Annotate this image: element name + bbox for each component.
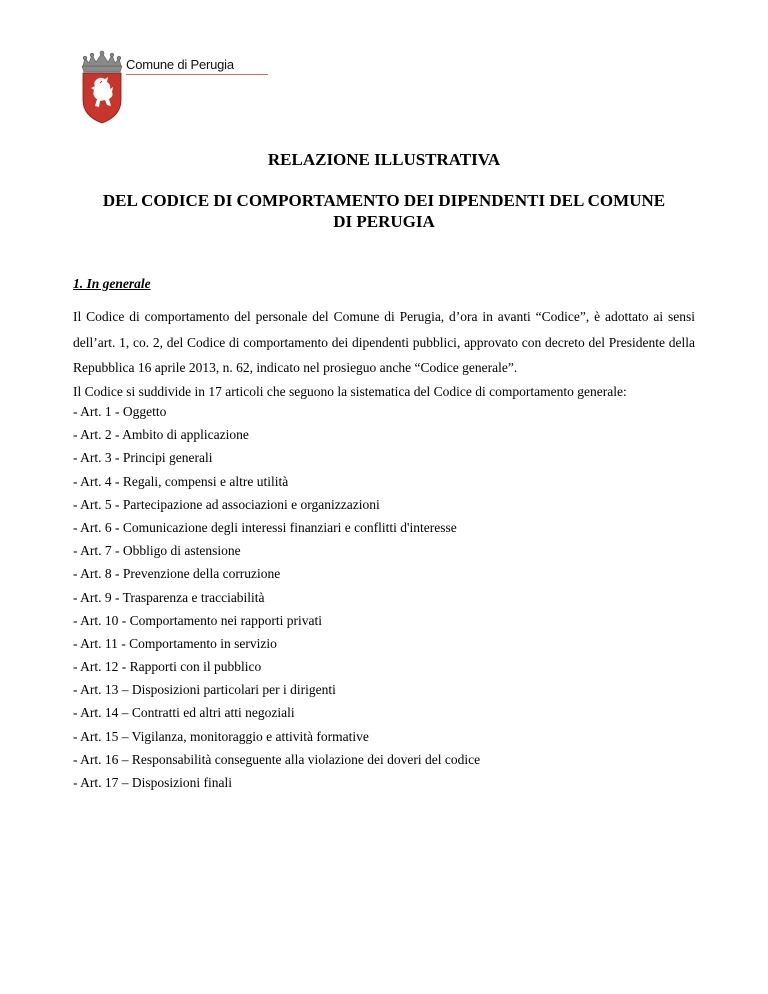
structure-paragraph: Il Codice si suddivide in 17 articoli che seguono la sistematica del Codice di comportamento generale:: [73, 384, 627, 399]
list-item: - Art. 7 - Obbligo di astensione: [73, 543, 241, 559]
list-item: - Art. 6 - Comunicazione degli interessi finanziari e conflitti d'interesse: [73, 519, 457, 535]
list-item: - Art. 13 – Disposizioni particolari per i dirigenti: [73, 682, 336, 698]
list-item: - Art. 17 – Disposizioni finali: [73, 775, 232, 790]
list-item: - Art. 11 - Comportamento in servizio: [73, 635, 277, 651]
list-item: - Art. 12 - Rapporti con il pubblico: [73, 659, 262, 675]
list-item: - Art. 10 - Comportamento nei rapporti privati: [73, 612, 322, 628]
list-item: - Art. 8 - Prevenzione della corruzione: [73, 566, 281, 582]
letterhead: [78, 50, 278, 126]
list-item: - Art. 16 – Responsabilità conseguente alla violazione dei doveri del codice: [73, 751, 481, 767]
document-title: RELAZIONE ILLUSTRATIVA: [267, 150, 501, 169]
section-heading: 1. In generale: [73, 276, 151, 291]
list-item: - Art. 4 - Regali, compensi e altre utilità: [73, 473, 289, 489]
article-list: [73, 400, 693, 794]
list-item: - Art. 5 - Partecipazione ad associazioni e organizzazioni: [73, 496, 380, 512]
list-item: - Art. 3 - Principi generali: [73, 450, 213, 466]
list-item: - Art. 1 - Oggetto: [73, 404, 167, 419]
municipality-name: Comune di Perugia: [126, 57, 234, 72]
list-item: - Art. 15 – Vigilanza, monitoraggio e attività formative: [73, 728, 369, 744]
document-subtitle: [0, 190, 768, 232]
intro-paragraph: Il Codice di comportamento del personale del Comune di Perugia, d’ora in avanti “Codice”, è adottato ai sensi dell’art. 1, co. 2, del Codice di comportamento dei dipendenti pubblici, approvato con decreto del Presidente della Repubblica 16 aprile 2013, n. 62, indicato nel prosieguo anche “Codice generale”.: [73, 309, 695, 376]
coat-of-arms-icon: [78, 50, 126, 124]
document-subtitle-text: DEL CODICE DI COMPORTAMENTO DEI DIPENDENTI DEL COMUNE DI PERUGIA: [102, 191, 666, 231]
list-item: - Art. 2 - Ambito di applicazione: [73, 427, 249, 443]
letterhead-rule: [126, 74, 268, 75]
list-item: - Art. 14 – Contratti ed altri atti negoziali: [73, 705, 295, 721]
list-item: - Art. 9 - Trasparenza e tracciabilità: [73, 589, 265, 605]
crown: [82, 51, 122, 72]
